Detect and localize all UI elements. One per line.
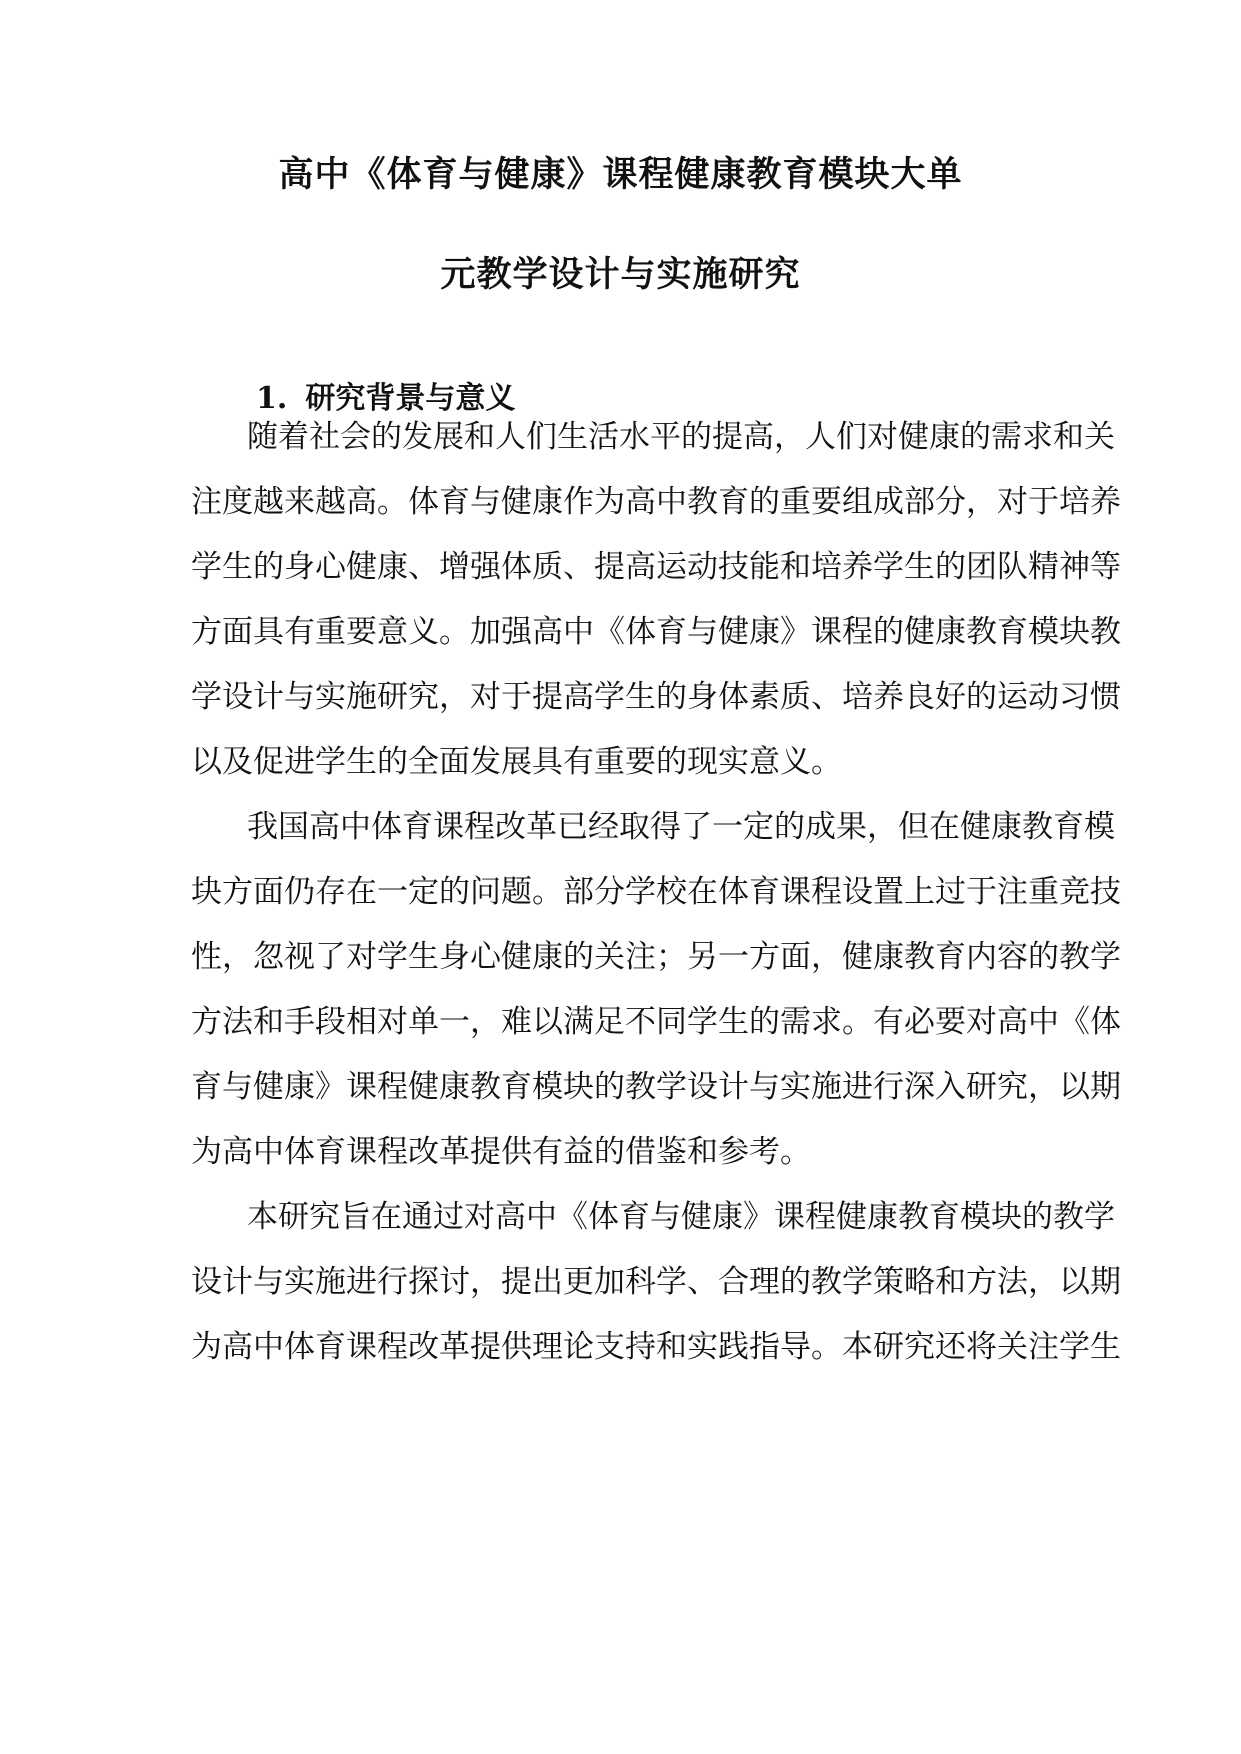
text-line: 方面具有重要意义。加强高中《体育与健康》课程的健康教育模块教: [191, 614, 1121, 650]
document-title-line-1: 高中《体育与健康》课程健康教育模块大单: [278, 154, 963, 195]
text-line: 为高中体育课程改革提供有益的借鉴和参考。: [191, 1134, 811, 1170]
section-heading-text: 研究背景与意义: [305, 381, 516, 416]
text-line: 育与健康》课程健康教育模块的教学设计与实施进行深入研究，以期: [191, 1069, 1121, 1105]
text-line: 学设计与实施研究，对于提高学生的身体素质、培养良好的运动习惯: [191, 679, 1121, 715]
text-line: 性，忽视了对学生身心健康的关注；另一方面，健康教育内容的教学: [191, 939, 1121, 975]
text-line: 注度越来越高。体育与健康作为高中教育的重要组成部分，对于培养: [191, 484, 1121, 520]
section-heading: [256, 381, 515, 417]
section-number: 1.: [256, 381, 288, 416]
text-line: 方法和手段相对单一，难以满足不同学生的需求。有必要对高中《体: [191, 1004, 1121, 1040]
text-line: 我国高中体育课程改革已经取得了一定的成果，但在健康教育模: [247, 809, 1115, 845]
text-line: 块方面仍存在一定的问题。部分学校在体育课程设置上过于注重竞技: [191, 874, 1121, 910]
text-line: 为高中体育课程改革提供理论支持和实践指导。本研究还将关注学生: [191, 1329, 1121, 1365]
text-line: 以及促进学生的全面发展具有重要的现实意义。: [191, 744, 842, 780]
text-line: 设计与实施进行探讨，提出更加科学、合理的教学策略和方法，以期: [191, 1264, 1121, 1300]
text-line: 学生的身心健康、增强体质、提高运动技能和培养学生的团队精神等: [191, 549, 1121, 585]
document-title-line-2: 元教学设计与实施研究: [440, 254, 801, 295]
text-line: 随着社会的发展和人们生活水平的提高，人们对健康的需求和关: [247, 419, 1115, 455]
text-line: 本研究旨在通过对高中《体育与健康》课程健康教育模块的教学: [247, 1199, 1115, 1235]
